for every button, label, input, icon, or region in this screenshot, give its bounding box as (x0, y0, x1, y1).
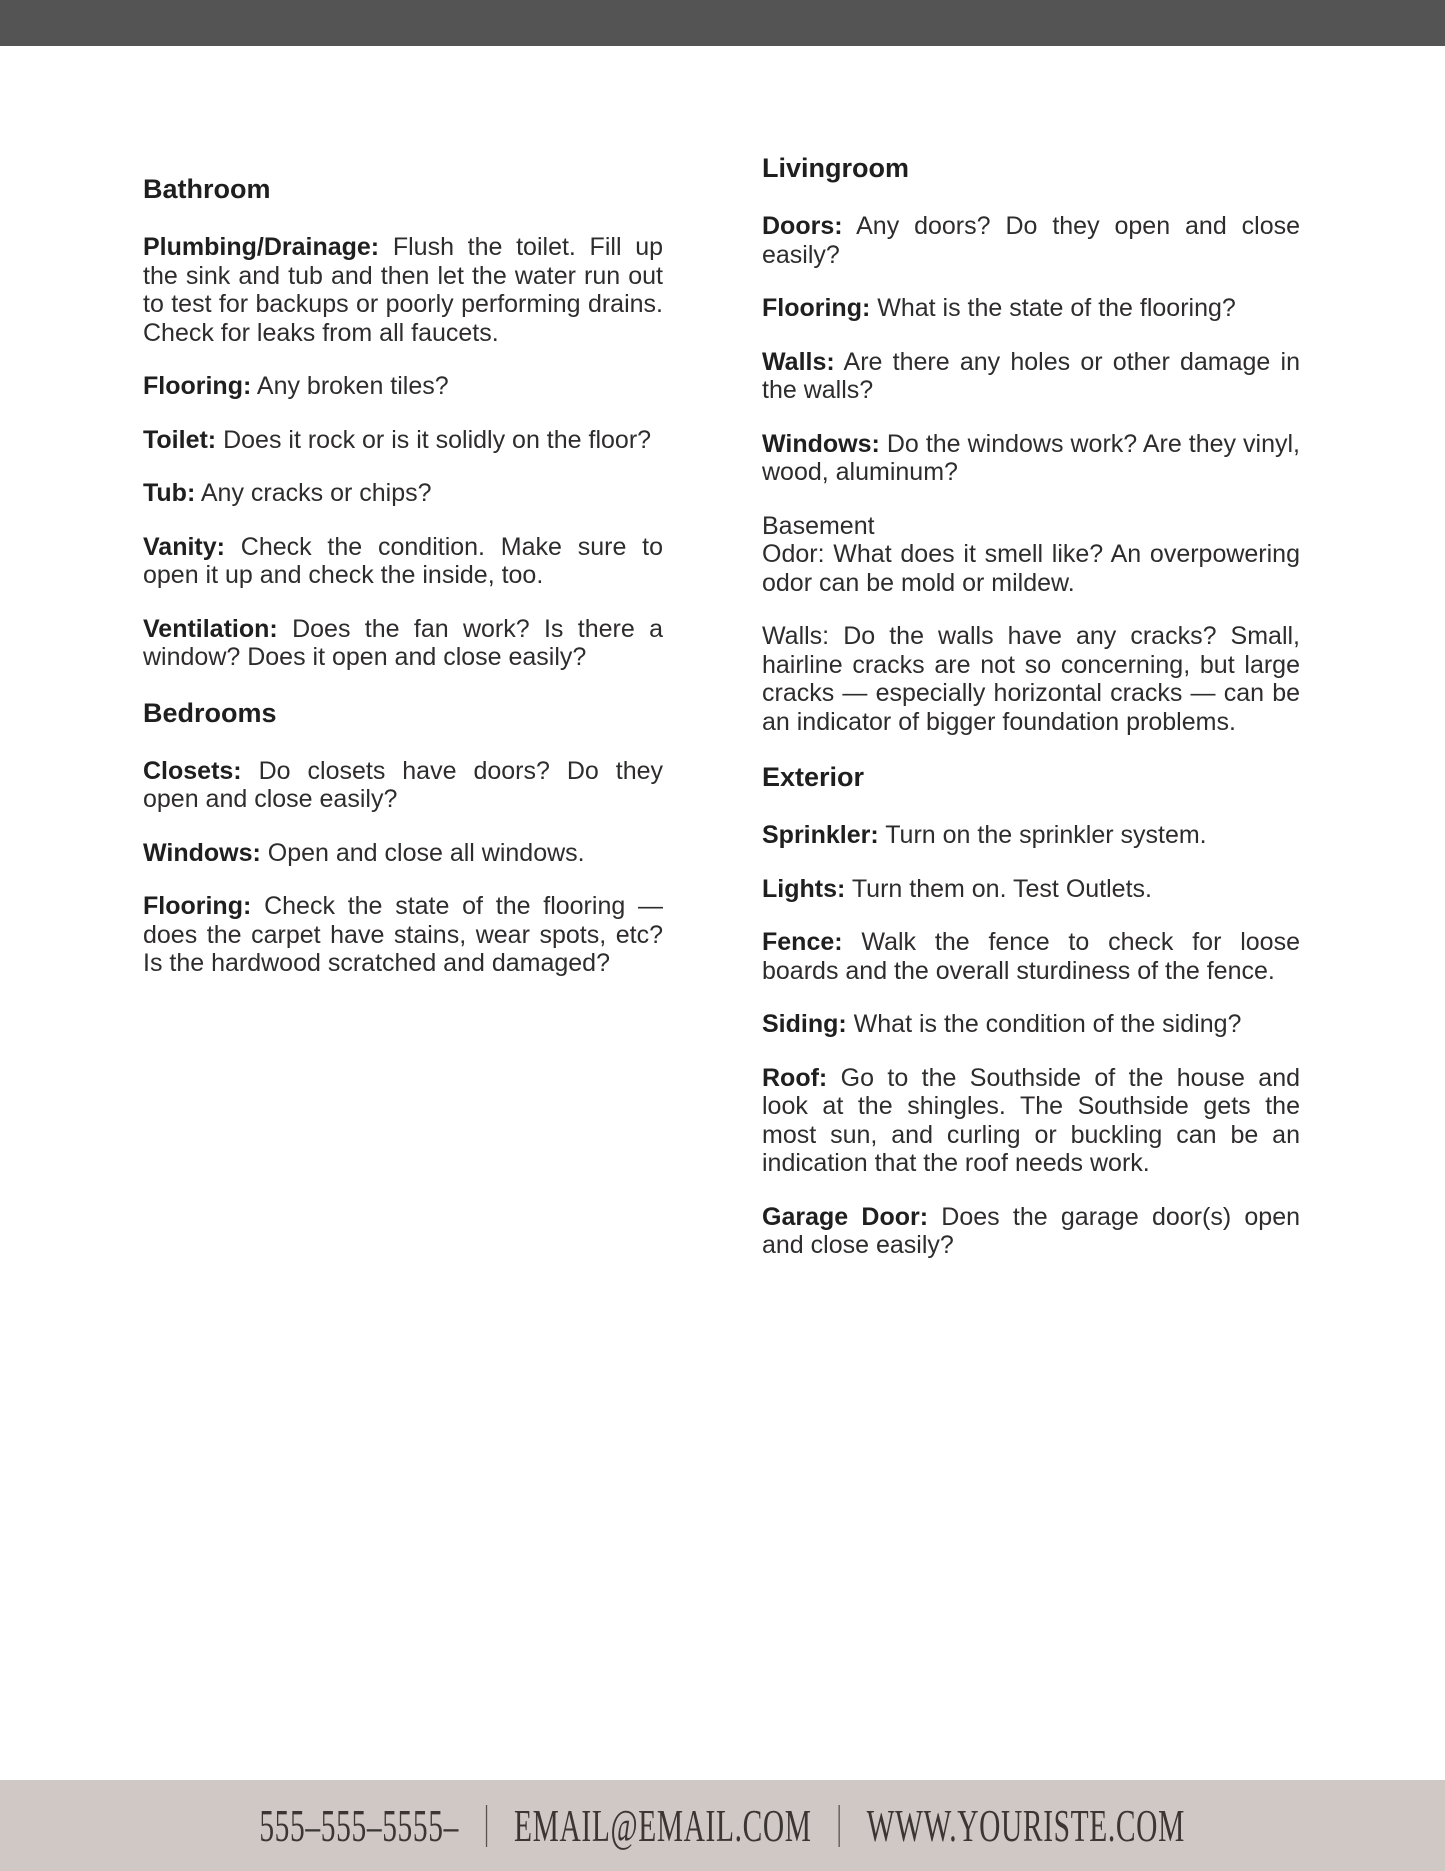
footer-bar (0, 1780, 1445, 1871)
footer-website: WWW.YOURISTE.COM (867, 1800, 1186, 1851)
footer-divider-icon (839, 1805, 840, 1847)
item-label: Walls: (762, 347, 835, 376)
footer-divider-icon (486, 1805, 487, 1847)
item-label: Lights: (762, 874, 846, 903)
item-label: Siding: (762, 1010, 847, 1038)
item-label: Vanity: (143, 532, 225, 561)
checklist-item: Vanity: Check the condition. Make sure to open it up and check the inside, too. (143, 532, 663, 589)
checklist-content (0, 46, 1300, 1285)
checklist-item: Flooring: What is the state of the flooring? (762, 294, 1236, 322)
footer-phone: 555–555–5555– (259, 1800, 460, 1851)
checklist-item: Toilet: Does it rock or is it solidly on the floor? (143, 425, 652, 454)
checklist-item: Flooring: Any broken tiles? (143, 372, 449, 400)
item-label: Flooring: (143, 372, 252, 400)
checklist-item: Walls: Do the walls have any cracks? Small, hairline cracks are not so concerning, but large cracks — especially horizontal cracks — can be an indicator of bigger foundation problems. (762, 622, 1300, 736)
item-label: Plumbing/Drainage: (143, 233, 380, 261)
checklist-item: Basement Odor: What does it smell like? An overpowering odor can be mold or mildew. (762, 511, 1300, 597)
item-label: Windows: (143, 838, 261, 867)
footer-contact-row (260, 1799, 1186, 1852)
checklist-item: Garage Door: Does the garage door(s) open and close easily? (762, 1202, 1300, 1259)
checklist-item: Fence: Walk the fence to check for loose boards and the overall sturdiness of the fence. (762, 928, 1300, 985)
checklist-item: Closets: Do closets have doors? Do they open and close easily? (143, 756, 664, 813)
checklist-item: Windows: Do the windows work? Are they vinyl, wood, aluminum? (762, 429, 1300, 486)
checklist-item: Lights: Turn them on. Test Outlets. (762, 874, 1152, 903)
right-column (762, 152, 1300, 1285)
item-label: Tub: (143, 479, 196, 507)
checklist-item: Windows: Open and close all windows. (143, 838, 585, 867)
checklist-item: Roof: Go to the Southside of the house and look at the shingles. The Southside gets the most sun, and curling or buckling can be an indication that the roof needs work. (762, 1063, 1300, 1177)
item-label: Ventilation: (143, 614, 278, 643)
left-column (143, 152, 663, 1285)
section-heading-bathroom: Bathroom (143, 174, 271, 204)
checklist-item: Plumbing/Drainage: Flush the toilet. Fill up the sink and tub and then let the water run out to test for backups or poorly performing drains. Check for leaks from all faucets. (143, 233, 663, 347)
checklist-item: Ventilation: Does the fan work? Is there a window? Does it open and close easily? (143, 614, 663, 671)
item-label: Closets: (143, 756, 242, 785)
checklist-item: Walls: Are there any holes or other damage in the walls? (762, 347, 1300, 404)
item-label: Doors: (762, 212, 843, 240)
item-label: Windows: (762, 429, 880, 458)
footer-email: EMAIL@EMAIL.COM (514, 1800, 812, 1851)
item-subheading: Basement (762, 511, 875, 540)
item-label: Flooring: (762, 294, 871, 322)
checklist-item: Siding: What is the condition of the siding? (762, 1010, 1242, 1038)
item-label: Toilet: (143, 425, 217, 454)
item-label: Roof: (762, 1063, 828, 1092)
checklist-item: Doors: Any doors? Do they open and close easily? (762, 212, 1301, 269)
checklist-item: Flooring: Check the state of the flooring — does the carpet have stains, wear spots, etc? Is the hardwood scratched and damaged? (143, 892, 663, 977)
item-label: Sprinkler: (762, 821, 879, 849)
item-label: Flooring: (143, 892, 252, 920)
section-heading-livingroom: Livingroom (762, 153, 909, 183)
section-heading-exterior: Exterior (762, 762, 865, 792)
checklist-item: Tub: Any cracks or chips? (143, 479, 432, 507)
item-label: Fence: (762, 928, 843, 956)
item-label: Garage Door: (762, 1202, 929, 1231)
top-accent-bar (0, 0, 1445, 46)
checklist-item: Sprinkler: Turn on the sprinkler system. (762, 821, 1207, 849)
section-heading-bedrooms: Bedrooms (143, 697, 277, 728)
